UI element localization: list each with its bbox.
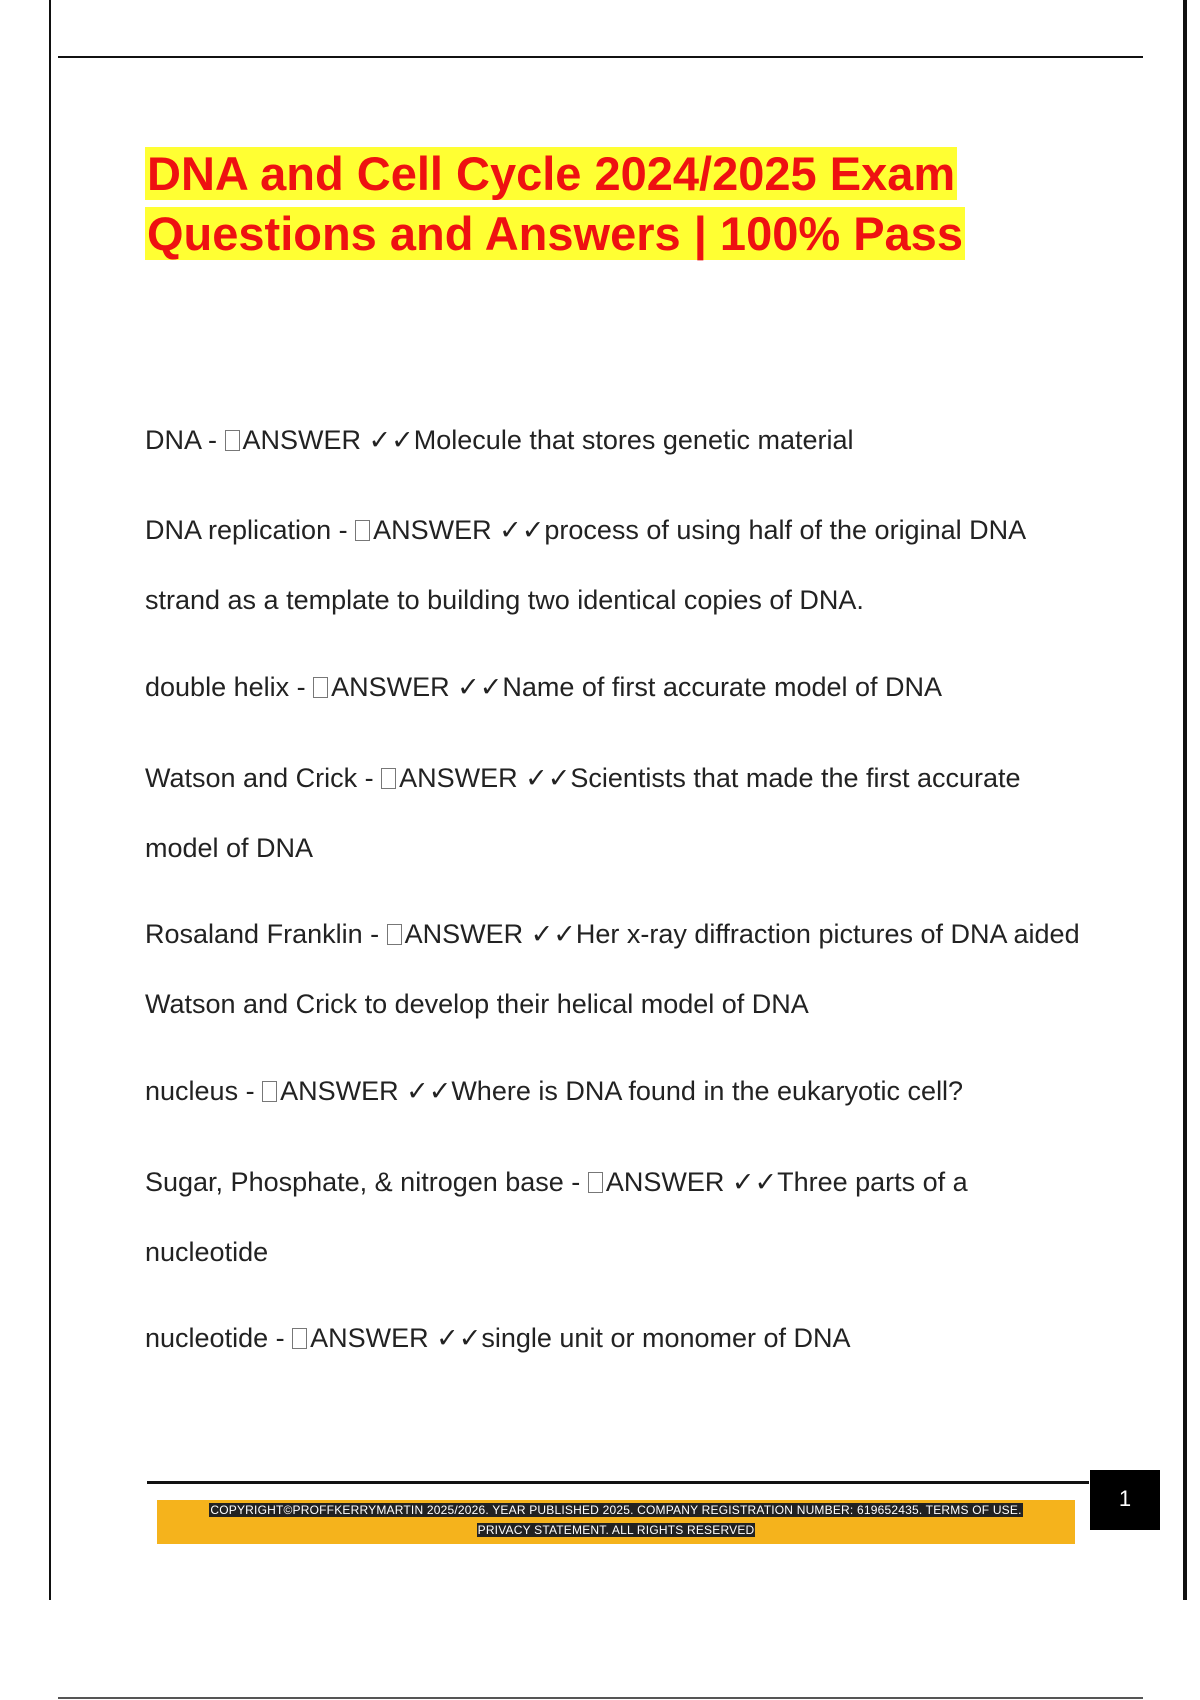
- qa-answer: Molecule that stores genetic material: [413, 425, 854, 455]
- qa-term: Rosaland Franklin -: [145, 919, 387, 949]
- missing-glyph-icon: [355, 520, 370, 541]
- qa-term: Watson and Crick -: [145, 763, 382, 793]
- qa-term: DNA replication -: [145, 515, 356, 545]
- copyright-banner: [157, 1500, 1075, 1544]
- qa-answer: Scientists that made the first accurate model of DNA: [145, 763, 1021, 863]
- next-page-edge-rule: [58, 1697, 1143, 1699]
- qa-item: [145, 1056, 1095, 1126]
- qa-term: Sugar, Phosphate, & nitrogen base -: [145, 1167, 588, 1197]
- qa-answer: Three parts of a nucleotide: [145, 1167, 968, 1267]
- qa-term: nucleotide -: [145, 1323, 293, 1353]
- missing-glyph-icon: [387, 924, 402, 945]
- copyright-line-1: COPYRIGHT©PROFFKERRYMARTIN 2025/2026. YEAR PUBLISHED 2025. COMPANY REGISTRATION NUMBER: 619652435. TERMS OF USE.: [210, 1503, 1022, 1517]
- qa-item: [145, 405, 1095, 475]
- header-rule: [58, 56, 1143, 58]
- missing-glyph-icon: [588, 1172, 603, 1193]
- page-right-border: [1183, 0, 1187, 1600]
- qa-answer: single unit or monomer of DNA: [481, 1323, 851, 1353]
- page-left-border: [49, 0, 51, 1600]
- qa-item: [145, 899, 1095, 1039]
- qa-item: [145, 652, 1095, 722]
- qa-item: [145, 1303, 1095, 1373]
- qa-answer: Her x-ray diffraction pictures of DNA aided Watson and Crick to develop their helical model of DNA: [145, 919, 1080, 1019]
- qa-term: DNA -: [145, 425, 225, 455]
- missing-glyph-icon: [262, 1081, 277, 1102]
- answer-marker: ANSWER ✓✓: [310, 1323, 482, 1353]
- qa-item: [145, 495, 1095, 635]
- answer-marker: ANSWER ✓✓: [280, 1076, 452, 1106]
- page-number: 1: [1090, 1470, 1160, 1530]
- answer-marker: ANSWER ✓✓: [373, 515, 545, 545]
- title-line-2: Questions and Answers | 100% Pass: [147, 207, 963, 260]
- qa-term: double helix -: [145, 672, 314, 702]
- answer-marker: ANSWER ✓✓: [331, 672, 503, 702]
- qa-answer: process of using half of the original DNA strand as a template to building two identical copies of DNA.: [145, 515, 1025, 615]
- footer-rule: [147, 1481, 1089, 1484]
- copyright-line-2: PRIVACY STATEMENT. ALL RIGHTS RESERVED: [477, 1523, 755, 1537]
- qa-answer: Where is DNA found in the eukaryotic cell?: [451, 1076, 964, 1106]
- missing-glyph-icon: [381, 768, 396, 789]
- answer-marker: ANSWER ✓✓: [605, 1167, 778, 1197]
- missing-glyph-icon: [225, 430, 240, 451]
- qa-answer: Name of first accurate model of DNA: [502, 672, 943, 702]
- qa-item: [145, 1147, 1095, 1287]
- answer-marker: ANSWER ✓✓: [242, 425, 414, 455]
- missing-glyph-icon: [313, 677, 328, 698]
- missing-glyph-icon: [292, 1328, 307, 1349]
- document-title: [145, 144, 1045, 264]
- title-line-1: DNA and Cell Cycle 2024/2025 Exam: [147, 147, 956, 200]
- answer-marker: ANSWER ✓✓: [399, 763, 571, 793]
- qa-term: nucleus -: [145, 1076, 263, 1106]
- qa-item: [145, 743, 1095, 883]
- answer-marker: ANSWER ✓✓: [404, 919, 576, 949]
